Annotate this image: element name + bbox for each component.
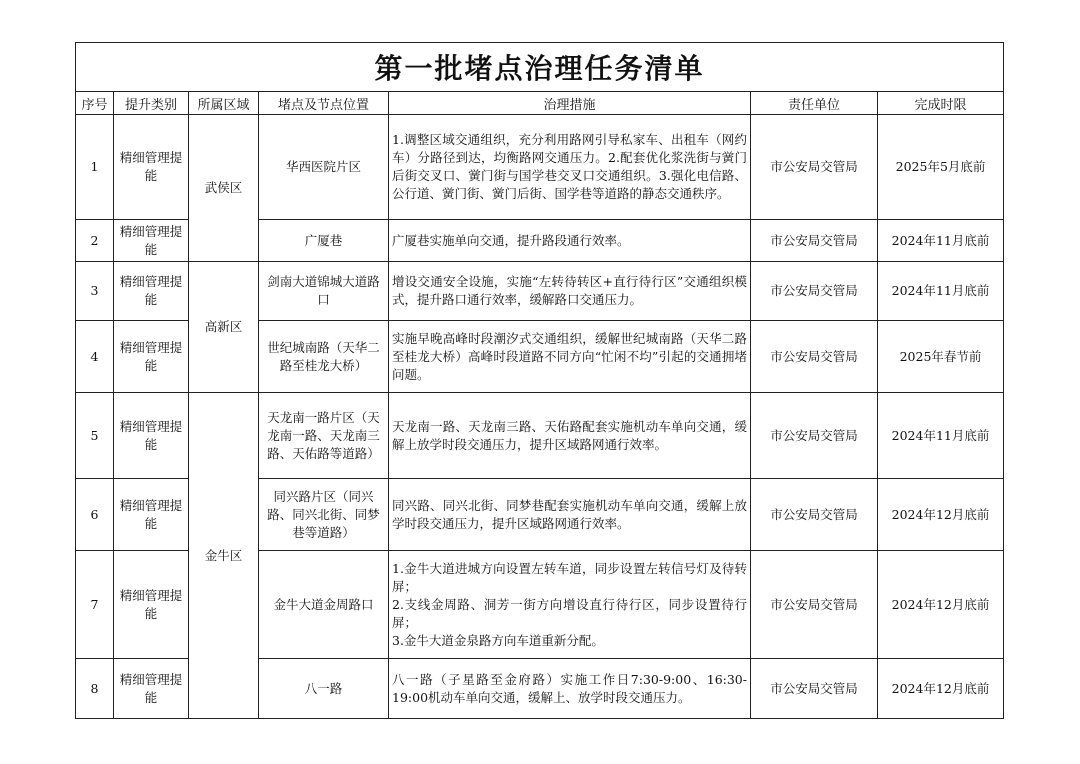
task-table — [75, 42, 1004, 719]
row-location: 华西医院片区 — [259, 115, 389, 220]
row-deadline: 2024年11月底前 — [878, 393, 1004, 479]
row-number: 4 — [76, 321, 114, 393]
row-deadline: 2025年5月底前 — [878, 115, 1004, 220]
header-category: 提升类别 — [114, 92, 189, 115]
measure-line: 1.调整区域交通组织，充分利用路网引导私家车、出租车（网约车）分路径到达，均衡路网交通压力。2.配套优化浆洗街与黉门后街交叉口、黉门街与国学巷交叉口交通组织。3.强化电信路、公行道、黉门街、黉门后街、国学巷等道路的静态交通秩序。 — [392, 132, 747, 201]
row-category: 精细管理提能 — [114, 551, 189, 659]
header-measures: 治理措施 — [389, 92, 751, 115]
row-area: 武侯区 — [189, 115, 259, 262]
measure-line: 同兴路、同兴北街、同梦巷配套实施机动车单向交通，缓解上放学时段交通压力，提升区域路网通行效率。 — [392, 497, 747, 531]
measure-line: 1.金牛大道进城方向设置左转车道，同步设置左转信号灯及待转屏； — [392, 560, 747, 594]
row-measures — [389, 115, 751, 220]
row-category: 精细管理提能 — [114, 220, 189, 262]
measure-line: 增设交通安全设施，实施“左转待转区+直行待行区”交通组织模式，提升路口通行效率，缓解路口交通压力。 — [392, 274, 747, 307]
row-deadline: 2024年11月底前 — [878, 220, 1004, 262]
table-header-row — [76, 92, 1004, 115]
row-location: 天龙南一路片区（天龙南一路、天龙南三路、天佑路等道路） — [259, 393, 389, 479]
row-deadline: 2024年11月底前 — [878, 262, 1004, 321]
row-area: 金牛区 — [189, 393, 259, 719]
header-area: 所属区域 — [189, 92, 259, 115]
row-location: 八一路 — [259, 659, 389, 719]
table-row — [76, 262, 1004, 321]
row-category: 精细管理提能 — [114, 262, 189, 321]
header-unit: 责任单位 — [751, 92, 878, 115]
row-category: 精细管理提能 — [114, 321, 189, 393]
row-measures — [389, 220, 751, 262]
row-number: 7 — [76, 551, 114, 659]
row-category: 精细管理提能 — [114, 479, 189, 551]
row-number: 3 — [76, 262, 114, 321]
header-deadline: 完成时限 — [878, 92, 1004, 115]
row-location: 剑南大道锦城大道路口 — [259, 262, 389, 321]
measure-line: 八一路（子星路至金府路）实施工作日7:30-9:00、16:30-19:00机动车单向交通，缓解上、放学时段交通压力。 — [392, 671, 747, 705]
row-unit: 市公安局交管局 — [751, 393, 878, 479]
row-location: 金牛大道金周路口 — [259, 551, 389, 659]
table-row — [76, 393, 1004, 479]
row-measures — [389, 479, 751, 551]
row-number: 6 — [76, 479, 114, 551]
row-measures — [389, 321, 751, 393]
row-category: 精细管理提能 — [114, 659, 189, 719]
row-measures — [389, 393, 751, 479]
row-number: 2 — [76, 220, 114, 262]
row-number: 8 — [76, 659, 114, 719]
table-row — [76, 115, 1004, 220]
row-category: 精细管理提能 — [114, 393, 189, 479]
row-unit: 市公安局交管局 — [751, 220, 878, 262]
measure-line: 天龙南一路、天龙南三路、天佑路配套实施机动车单向交通，缓解上放学时段交通压力，提升区域路网通行效率。 — [392, 418, 747, 452]
measure-line: 2.支线金周路、洞芳一街方向增设直行待行区，同步设置待行屏； — [392, 596, 747, 630]
row-unit: 市公安局交管局 — [751, 551, 878, 659]
row-number: 1 — [76, 115, 114, 220]
row-unit: 市公安局交管局 — [751, 659, 878, 719]
row-measures — [389, 659, 751, 719]
task-list-document — [75, 42, 1003, 719]
measure-line: 广厦巷实施单向交通，提升路段通行效率。 — [392, 232, 630, 248]
row-location: 同兴路片区（同兴路、同兴北街、同梦巷等道路） — [259, 479, 389, 551]
row-unit: 市公安局交管局 — [751, 262, 878, 321]
row-location: 广厦巷 — [259, 220, 389, 262]
row-unit: 市公安局交管局 — [751, 115, 878, 220]
row-unit: 市公安局交管局 — [751, 321, 878, 393]
measure-line: 3.金牛大道金泉路方向车道重新分配。 — [392, 632, 604, 648]
document-title: 第一批堵点治理任务清单 — [76, 43, 1004, 92]
row-deadline: 2024年12月底前 — [878, 551, 1004, 659]
row-measures — [389, 551, 751, 659]
header-no: 序号 — [76, 92, 114, 115]
row-category: 精细管理提能 — [114, 115, 189, 220]
row-measures — [389, 262, 751, 321]
row-location: 世纪城南路（天华二路至桂龙大桥） — [259, 321, 389, 393]
row-area: 高新区 — [189, 262, 259, 393]
row-number: 5 — [76, 393, 114, 479]
row-unit: 市公安局交管局 — [751, 479, 878, 551]
measure-line: 实施早晚高峰时段潮汐式交通组织，缓解世纪城南路（天华二路至桂龙大桥）高峰时段道路不同方向“忙闲不均”引起的交通拥堵问题。 — [392, 330, 747, 382]
row-deadline: 2024年12月底前 — [878, 479, 1004, 551]
header-location: 堵点及节点位置 — [259, 92, 389, 115]
row-deadline: 2024年12月底前 — [878, 659, 1004, 719]
row-deadline: 2025年春节前 — [878, 321, 1004, 393]
